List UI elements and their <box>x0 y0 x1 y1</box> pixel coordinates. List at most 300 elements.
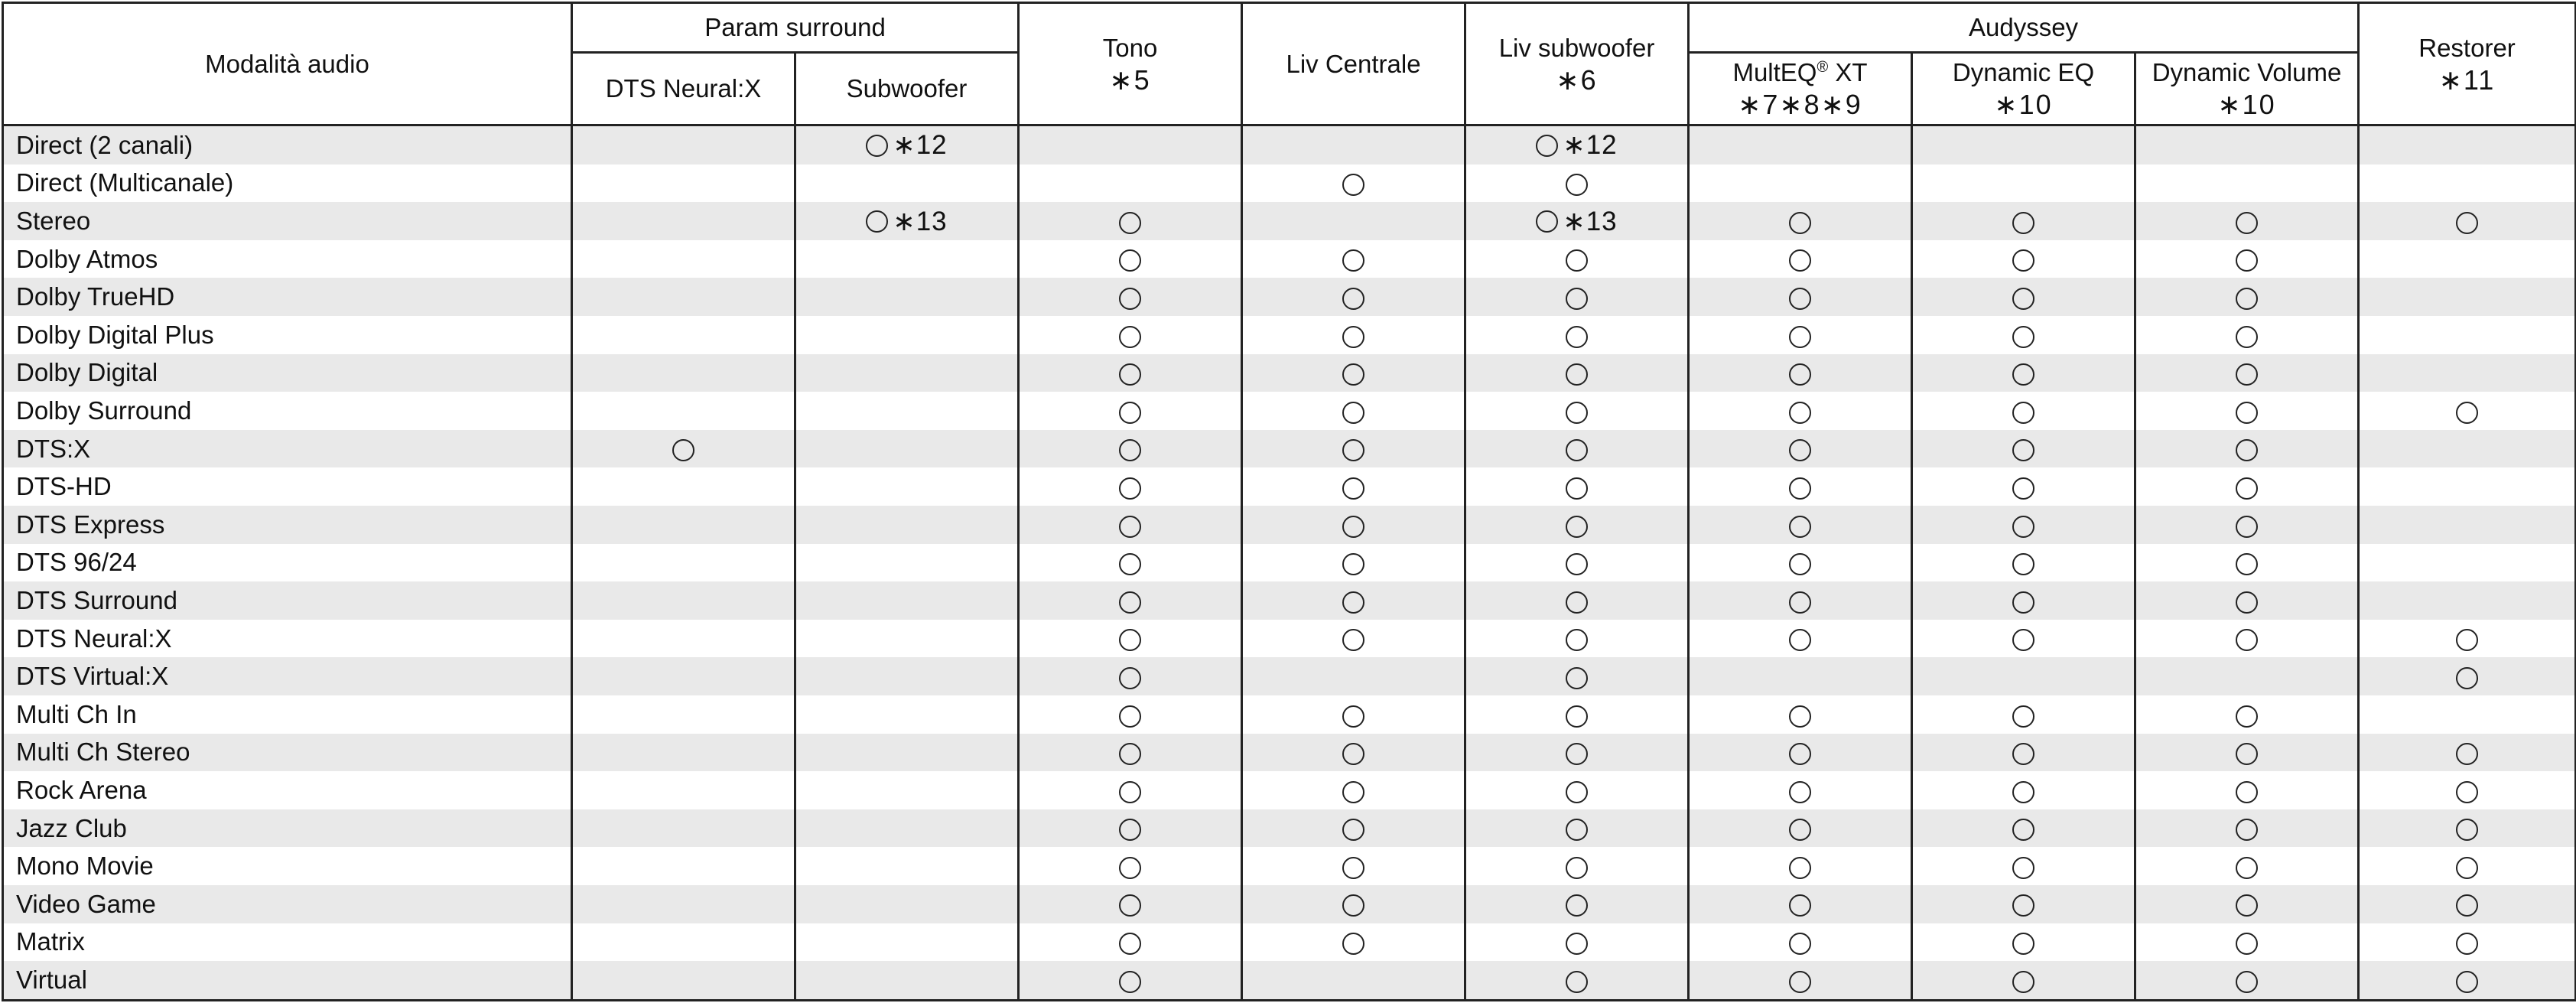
availability-circle <box>1789 326 1811 348</box>
availability-circle <box>2236 288 2258 310</box>
availability-circle <box>1789 933 1811 955</box>
cell-tono <box>1019 354 1242 392</box>
mode-cell: Multi Ch Stereo <box>3 734 572 772</box>
cell-liv-subwoofer <box>1465 125 1689 164</box>
availability-circle <box>1789 819 1811 841</box>
mode-cell: Stereo <box>3 202 572 240</box>
cell-restorer <box>2359 392 2576 430</box>
cell-dynamic-volume <box>2135 164 2359 203</box>
table-row <box>3 164 2576 203</box>
cell-dts-neural-x <box>572 885 795 923</box>
availability-circle <box>1789 477 1811 500</box>
availability-circle <box>1566 516 1588 538</box>
cell-liv-subwoofer <box>1465 695 1689 734</box>
cell-multeq-xt <box>1689 202 1912 240</box>
availability-circle <box>2012 402 2034 424</box>
availability-circle <box>1119 326 1141 348</box>
mode-cell: Video Game <box>3 885 572 923</box>
cell-tono <box>1019 809 1242 848</box>
availability-circle <box>1119 477 1141 500</box>
header-dynamic-volume <box>2135 53 2359 125</box>
availability-circle <box>1566 553 1588 575</box>
cell-subwoofer <box>795 771 1019 809</box>
availability-circle <box>2456 402 2478 424</box>
cell-dts-neural-x <box>572 961 795 1000</box>
cell-dts-neural-x <box>572 354 795 392</box>
cell-dynamic-eq <box>1912 581 2135 620</box>
cell-multeq-xt <box>1689 392 1912 430</box>
cell-dynamic-volume <box>2135 354 2359 392</box>
cell-dynamic-eq <box>1912 164 2135 203</box>
cell-subwoofer <box>795 316 1019 354</box>
cell-tono <box>1019 544 1242 582</box>
availability-circle <box>1342 857 1364 879</box>
cell-dynamic-volume <box>2135 885 2359 923</box>
cell-subwoofer <box>795 392 1019 430</box>
mode-cell: Multi Ch In <box>3 695 572 734</box>
cell-tono <box>1019 506 1242 544</box>
availability-circle <box>1566 857 1588 879</box>
cell-liv-centrale <box>1242 506 1465 544</box>
table-row <box>3 392 2576 430</box>
mode-cell: Dolby Digital <box>3 354 572 392</box>
availability-circle <box>2236 212 2258 234</box>
cell-dynamic-eq <box>1912 278 2135 316</box>
availability-circle <box>2012 591 2034 614</box>
availability-circle <box>1566 591 1588 614</box>
cell-tono <box>1019 278 1242 316</box>
cell-liv-subwoofer <box>1465 544 1689 582</box>
cell-tono <box>1019 734 1242 772</box>
header-multeq-xt <box>1689 53 1912 125</box>
availability-circle <box>2236 894 2258 917</box>
table-row <box>3 734 2576 772</box>
cell-tono <box>1019 847 1242 885</box>
table-row <box>3 125 2576 164</box>
cell-note: ∗13 <box>1563 206 1618 236</box>
cell-tono <box>1019 581 1242 620</box>
cell-tono <box>1019 164 1242 203</box>
availability-circle <box>2456 933 2478 955</box>
header-liv-subwoofer-label: Liv subwoofer <box>1498 33 1655 62</box>
cell-dynamic-eq <box>1912 923 2135 962</box>
availability-circle <box>672 439 694 461</box>
table-row <box>3 354 2576 392</box>
availability-circle <box>1119 516 1141 538</box>
table-row <box>3 657 2576 695</box>
cell-subwoofer <box>795 885 1019 923</box>
availability-circle <box>1566 174 1588 196</box>
cell-tono <box>1019 125 1242 164</box>
availability-circle <box>1566 971 1588 993</box>
mode-cell: Rock Arena <box>3 771 572 809</box>
cell-dynamic-eq <box>1912 467 2135 506</box>
cell-liv-centrale <box>1242 923 1465 962</box>
cell-restorer <box>2359 734 2576 772</box>
availability-circle <box>2456 857 2478 879</box>
availability-circle <box>2236 249 2258 272</box>
availability-circle <box>2012 933 2034 955</box>
availability-circle <box>2012 288 2034 310</box>
availability-circle <box>2236 439 2258 461</box>
cell-restorer <box>2359 620 2576 658</box>
table-row <box>3 202 2576 240</box>
cell-tono <box>1019 885 1242 923</box>
mode-cell: Dolby Surround <box>3 392 572 430</box>
availability-circle <box>1119 667 1141 689</box>
cell-liv-subwoofer <box>1465 202 1689 240</box>
cell-dynamic-eq <box>1912 885 2135 923</box>
cell-multeq-xt <box>1689 620 1912 658</box>
availability-circle <box>2236 743 2258 765</box>
table-row <box>3 544 2576 582</box>
cell-dynamic-eq <box>1912 961 2135 1000</box>
availability-circle <box>2236 857 2258 879</box>
cell-restorer <box>2359 506 2576 544</box>
availability-circle <box>1566 781 1588 803</box>
cell-liv-centrale <box>1242 202 1465 240</box>
availability-circle <box>2236 591 2258 614</box>
cell-dynamic-eq <box>1912 620 2135 658</box>
cell-dts-neural-x <box>572 923 795 962</box>
cell-multeq-xt <box>1689 430 1912 468</box>
availability-circle <box>2456 212 2478 234</box>
availability-circle <box>1342 288 1364 310</box>
availability-circle <box>1119 288 1141 310</box>
cell-dts-neural-x <box>572 467 795 506</box>
audio-mode-table <box>2 2 2576 1001</box>
header-audyssey: Audyssey <box>1689 3 2359 53</box>
availability-circle <box>1342 781 1364 803</box>
cell-tono <box>1019 316 1242 354</box>
availability-circle <box>2236 705 2258 728</box>
availability-circle <box>2456 971 2478 993</box>
cell-tono <box>1019 923 1242 962</box>
availability-circle <box>2012 819 2034 841</box>
availability-circle <box>2012 249 2034 272</box>
cell-restorer <box>2359 809 2576 848</box>
cell-subwoofer <box>795 734 1019 772</box>
cell-liv-centrale <box>1242 430 1465 468</box>
mode-cell: DTS-HD <box>3 467 572 506</box>
cell-subwoofer <box>795 278 1019 316</box>
availability-circle <box>1536 135 1558 157</box>
availability-circle <box>2012 212 2034 234</box>
availability-circle <box>1119 743 1141 765</box>
cell-dts-neural-x <box>572 430 795 468</box>
availability-circle <box>2012 894 2034 917</box>
header-multeq-label <box>1732 58 1867 86</box>
header-restorer <box>2359 3 2576 125</box>
mode-cell: DTS Virtual:X <box>3 657 572 695</box>
cell-dts-neural-x <box>572 278 795 316</box>
availability-circle <box>2236 553 2258 575</box>
cell-tono <box>1019 695 1242 734</box>
availability-circle <box>2012 781 2034 803</box>
cell-dynamic-eq <box>1912 809 2135 848</box>
cell-dynamic-eq <box>1912 354 2135 392</box>
cell-dts-neural-x <box>572 316 795 354</box>
cell-liv-subwoofer <box>1465 620 1689 658</box>
availability-circle <box>1789 553 1811 575</box>
cell-tono <box>1019 430 1242 468</box>
availability-circle <box>2236 516 2258 538</box>
cell-dts-neural-x <box>572 581 795 620</box>
table-row <box>3 885 2576 923</box>
cell-dynamic-volume <box>2135 430 2359 468</box>
cell-dynamic-eq <box>1912 771 2135 809</box>
cell-dynamic-eq <box>1912 506 2135 544</box>
cell-liv-subwoofer <box>1465 430 1689 468</box>
mode-cell: Direct (Multicanale) <box>3 164 572 203</box>
availability-circle <box>866 135 888 157</box>
cell-liv-centrale <box>1242 581 1465 620</box>
availability-circle <box>1342 326 1364 348</box>
table-row <box>3 620 2576 658</box>
availability-circle <box>2236 933 2258 955</box>
header-restorer-note: ∗11 <box>2438 64 2496 96</box>
cell-restorer <box>2359 923 2576 962</box>
cell-subwoofer <box>795 240 1019 278</box>
cell-multeq-xt <box>1689 467 1912 506</box>
cell-liv-subwoofer <box>1465 164 1689 203</box>
cell-restorer <box>2359 771 2576 809</box>
cell-multeq-xt <box>1689 354 1912 392</box>
cell-dynamic-volume <box>2135 544 2359 582</box>
availability-circle <box>2012 553 2034 575</box>
availability-circle <box>1566 629 1588 651</box>
cell-subwoofer <box>795 354 1019 392</box>
cell-liv-subwoofer <box>1465 240 1689 278</box>
cell-liv-centrale <box>1242 771 1465 809</box>
availability-circle <box>1342 933 1364 955</box>
mode-cell: DTS 96/24 <box>3 544 572 582</box>
availability-circle <box>1789 781 1811 803</box>
cell-liv-centrale <box>1242 544 1465 582</box>
cell-liv-centrale <box>1242 240 1465 278</box>
cell-liv-centrale <box>1242 392 1465 430</box>
table-row <box>3 961 2576 1000</box>
availability-circle <box>1342 553 1364 575</box>
cell-liv-subwoofer <box>1465 506 1689 544</box>
cell-restorer <box>2359 847 2576 885</box>
cell-liv-centrale <box>1242 961 1465 1000</box>
cell-dynamic-volume <box>2135 847 2359 885</box>
mode-cell: DTS Surround <box>3 581 572 620</box>
cell-multeq-xt <box>1689 506 1912 544</box>
availability-circle <box>1789 743 1811 765</box>
cell-liv-centrale <box>1242 467 1465 506</box>
availability-circle <box>2236 781 2258 803</box>
header-dynamic-eq <box>1912 53 2135 125</box>
header-restorer-label: Restorer <box>2418 33 2516 62</box>
availability-circle <box>2012 326 2034 348</box>
availability-circle <box>2236 819 2258 841</box>
availability-circle <box>1566 477 1588 500</box>
cell-multeq-xt <box>1689 240 1912 278</box>
cell-multeq-xt <box>1689 278 1912 316</box>
cell-liv-centrale <box>1242 847 1465 885</box>
header-multeq-xt-suffix: XT <box>1828 58 1868 86</box>
availability-circle <box>1342 819 1364 841</box>
availability-circle <box>1342 249 1364 272</box>
cell-dynamic-volume <box>2135 695 2359 734</box>
availability-circle <box>1119 705 1141 728</box>
cell-dts-neural-x <box>572 809 795 848</box>
header-multeq-reg: ® <box>1817 59 1829 76</box>
availability-circle <box>1342 477 1364 500</box>
cell-liv-subwoofer <box>1465 809 1689 848</box>
cell-subwoofer <box>795 809 1019 848</box>
cell-liv-centrale <box>1242 657 1465 695</box>
cell-restorer <box>2359 961 2576 1000</box>
mode-cell: DTS Express <box>3 506 572 544</box>
cell-note: ∗12 <box>1563 130 1618 161</box>
availability-circle <box>1342 705 1364 728</box>
availability-circle <box>1789 402 1811 424</box>
cell-dts-neural-x <box>572 847 795 885</box>
availability-circle <box>2236 629 2258 651</box>
table-row <box>3 430 2576 468</box>
cell-dynamic-volume <box>2135 620 2359 658</box>
cell-liv-centrale <box>1242 125 1465 164</box>
availability-circle <box>2012 629 2034 651</box>
cell-tono <box>1019 392 1242 430</box>
availability-circle <box>866 210 888 233</box>
cell-restorer <box>2359 430 2576 468</box>
cell-dts-neural-x <box>572 164 795 203</box>
availability-circle <box>1536 210 1558 233</box>
cell-dynamic-volume <box>2135 506 2359 544</box>
cell-dynamic-volume <box>2135 202 2359 240</box>
cell-dts-neural-x <box>572 620 795 658</box>
availability-circle <box>1566 249 1588 272</box>
mode-cell: Jazz Club <box>3 809 572 848</box>
cell-liv-centrale <box>1242 809 1465 848</box>
mode-cell: Dolby TrueHD <box>3 278 572 316</box>
cell-liv-centrale <box>1242 734 1465 772</box>
cell-dynamic-volume <box>2135 392 2359 430</box>
mode-cell: DTS Neural:X <box>3 620 572 658</box>
cell-subwoofer <box>795 506 1019 544</box>
cell-dts-neural-x <box>572 392 795 430</box>
availability-circle <box>1566 933 1588 955</box>
header-dynamic-eq-note: ∗10 <box>1994 89 2053 120</box>
cell-dynamic-eq <box>1912 847 2135 885</box>
cell-multeq-xt <box>1689 316 1912 354</box>
cell-dynamic-eq <box>1912 125 2135 164</box>
header-dynamic-eq-label: Dynamic EQ <box>1952 58 2095 86</box>
availability-circle <box>1566 894 1588 917</box>
header-tono <box>1019 3 1242 125</box>
cell-dynamic-eq <box>1912 734 2135 772</box>
cell-liv-centrale <box>1242 354 1465 392</box>
availability-circle <box>1789 629 1811 651</box>
cell-dts-neural-x <box>572 695 795 734</box>
cell-liv-centrale <box>1242 695 1465 734</box>
cell-subwoofer <box>795 202 1019 240</box>
availability-circle <box>1119 439 1141 461</box>
availability-circle <box>2012 516 2034 538</box>
cell-multeq-xt <box>1689 961 1912 1000</box>
table-body <box>3 125 2576 1001</box>
availability-circle <box>2236 477 2258 500</box>
cell-dynamic-eq <box>1912 240 2135 278</box>
cell-multeq-xt <box>1689 847 1912 885</box>
cell-multeq-xt <box>1689 164 1912 203</box>
cell-dynamic-volume <box>2135 278 2359 316</box>
availability-circle <box>1119 212 1141 234</box>
cell-dynamic-eq <box>1912 202 2135 240</box>
header-subwoofer: Subwoofer <box>795 53 1019 125</box>
availability-circle <box>1566 288 1588 310</box>
cell-liv-subwoofer <box>1465 392 1689 430</box>
cell-liv-subwoofer <box>1465 316 1689 354</box>
cell-tono <box>1019 620 1242 658</box>
cell-dynamic-volume <box>2135 961 2359 1000</box>
cell-subwoofer <box>795 961 1019 1000</box>
availability-circle <box>2012 743 2034 765</box>
cell-dts-neural-x <box>572 506 795 544</box>
availability-circle <box>1789 249 1811 272</box>
cell-liv-subwoofer <box>1465 847 1689 885</box>
availability-circle <box>2456 667 2478 689</box>
cell-subwoofer <box>795 125 1019 164</box>
cell-dynamic-volume <box>2135 316 2359 354</box>
availability-circle <box>1119 819 1141 841</box>
header-param-surround: Param surround <box>572 3 1019 53</box>
availability-circle <box>1789 971 1811 993</box>
availability-circle <box>2456 629 2478 651</box>
cell-multeq-xt <box>1689 581 1912 620</box>
cell-restorer <box>2359 467 2576 506</box>
cell-dynamic-eq <box>1912 392 2135 430</box>
table-row <box>3 278 2576 316</box>
availability-circle <box>2456 743 2478 765</box>
cell-subwoofer <box>795 695 1019 734</box>
cell-subwoofer <box>795 657 1019 695</box>
cell-tono <box>1019 467 1242 506</box>
availability-circle <box>2012 857 2034 879</box>
cell-liv-centrale <box>1242 885 1465 923</box>
cell-restorer <box>2359 240 2576 278</box>
header-tono-label: Tono <box>1102 33 1158 62</box>
availability-circle <box>1789 212 1811 234</box>
availability-circle <box>1342 174 1364 196</box>
cell-subwoofer <box>795 847 1019 885</box>
cell-liv-subwoofer <box>1465 467 1689 506</box>
cell-dynamic-volume <box>2135 809 2359 848</box>
header-mode: Modalità audio <box>3 3 572 125</box>
availability-circle <box>1566 667 1588 689</box>
cell-dts-neural-x <box>572 202 795 240</box>
cell-liv-subwoofer <box>1465 885 1689 923</box>
cell-dts-neural-x <box>572 125 795 164</box>
cell-restorer <box>2359 354 2576 392</box>
cell-restorer <box>2359 125 2576 164</box>
cell-multeq-xt <box>1689 923 1912 962</box>
cell-subwoofer <box>795 544 1019 582</box>
cell-dynamic-eq <box>1912 657 2135 695</box>
availability-circle <box>1789 439 1811 461</box>
cell-dynamic-volume <box>2135 923 2359 962</box>
cell-note: ∗12 <box>893 130 948 161</box>
cell-subwoofer <box>795 467 1019 506</box>
cell-multeq-xt <box>1689 544 1912 582</box>
availability-circle <box>1566 439 1588 461</box>
cell-multeq-xt <box>1689 809 1912 848</box>
cell-dts-neural-x <box>572 771 795 809</box>
